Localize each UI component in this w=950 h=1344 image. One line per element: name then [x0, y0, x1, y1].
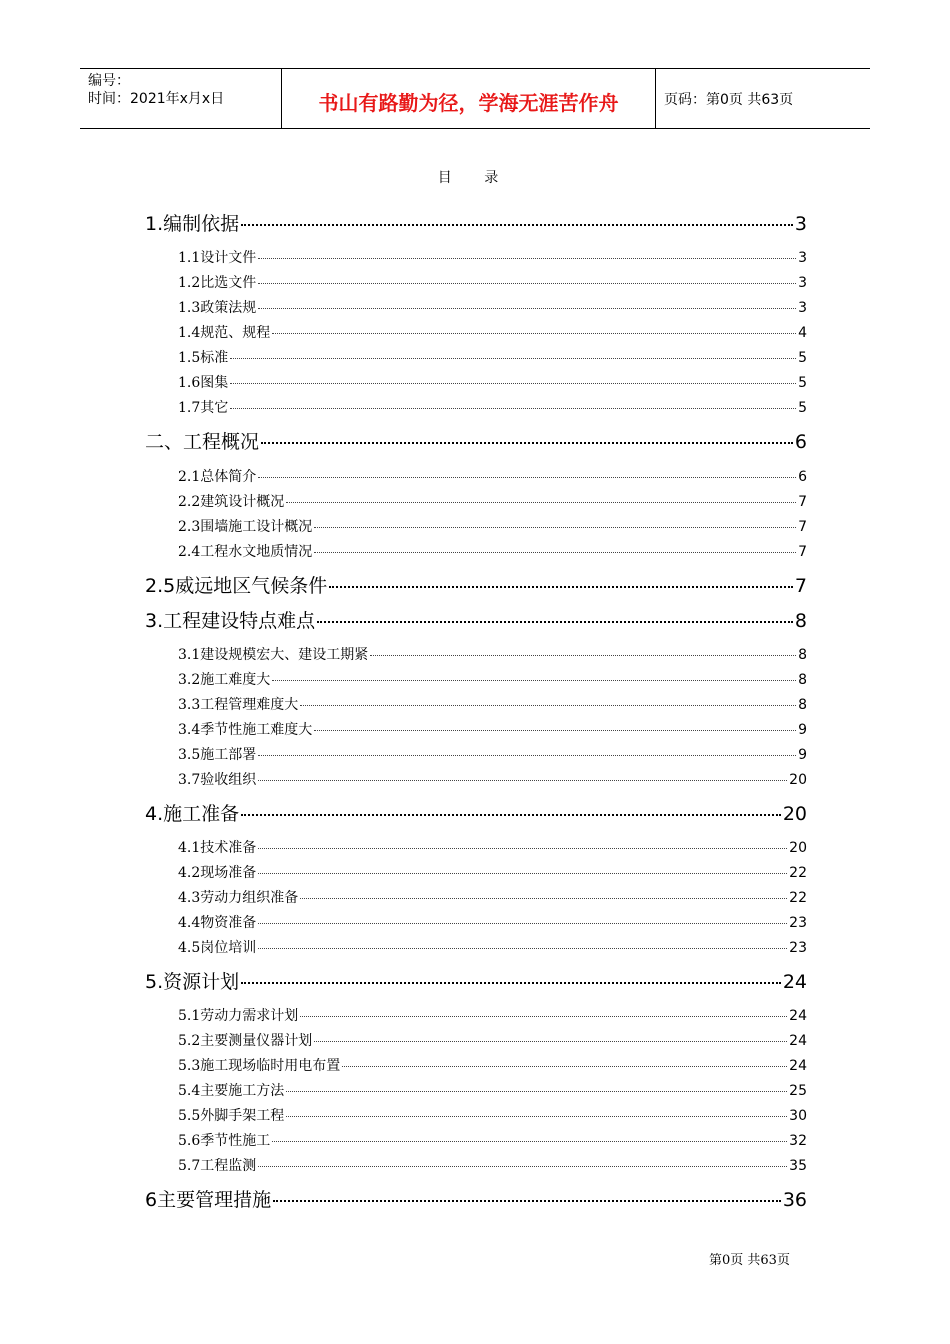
- toc-page-number: 7: [798, 544, 807, 560]
- toc-page-number: 25: [789, 1083, 807, 1099]
- toc-chapter-row[interactable]: [145, 967, 807, 993]
- toc-entry-text: 1.2比选文件: [178, 275, 257, 291]
- toc-section-row[interactable]: [178, 272, 807, 292]
- toc-section-row[interactable]: [178, 644, 807, 664]
- toc-chapter-row[interactable]: [145, 209, 807, 235]
- toc-page-number: 20: [789, 840, 807, 856]
- toc-dot-leader: [258, 307, 796, 309]
- toc-entry-text: 2.2建筑设计概况: [178, 494, 285, 510]
- toc-entry-text: 3.5施工部署: [178, 747, 257, 763]
- page-footer: 第0页 共63页: [709, 1253, 790, 1268]
- toc-section-row[interactable]: [178, 719, 807, 739]
- toc-section-row[interactable]: [178, 466, 807, 486]
- header-motto: 书山有路勤为径，学海无涯苦作舟: [282, 69, 656, 128]
- toc-page-number: 8: [798, 697, 807, 713]
- toc-section-row[interactable]: [178, 694, 807, 714]
- toc-page-number: 7: [798, 494, 807, 510]
- toc-dot-leader: [342, 1065, 787, 1067]
- toc-dot-leader: [258, 779, 787, 781]
- toc-section-row[interactable]: [178, 887, 807, 907]
- toc-dot-leader: [272, 332, 796, 334]
- toc-section-row[interactable]: [178, 744, 807, 764]
- toc-page-number: 6: [798, 469, 807, 485]
- toc-page-number: 24: [789, 1058, 807, 1074]
- toc-chapter-row[interactable]: [145, 1185, 807, 1211]
- toc-section-row[interactable]: [178, 912, 807, 932]
- toc-entry-text: 4.1技术准备: [178, 840, 257, 856]
- toc-chapter-row[interactable]: [145, 427, 807, 453]
- toc-section-row[interactable]: [178, 937, 807, 957]
- toc-dot-leader: [300, 897, 787, 899]
- toc-entry-text: 3.7验收组织: [178, 772, 257, 788]
- toc-section-row[interactable]: [178, 491, 807, 511]
- toc-section-row[interactable]: [178, 1080, 807, 1100]
- toc-page-number: 4: [798, 325, 807, 341]
- toc-entry-text: 3.4季节性施工难度大: [178, 722, 313, 738]
- toc-dot-leader: [230, 357, 796, 359]
- toc-entry-text: 3.工程建设特点难点: [145, 610, 316, 632]
- toc-dot-leader: [273, 1199, 781, 1202]
- toc-section-row[interactable]: [178, 669, 807, 689]
- toc-page-number: 8: [794, 610, 807, 632]
- toc-page-number: 3: [798, 250, 807, 266]
- toc-dot-leader: [258, 282, 796, 284]
- toc-section-row[interactable]: [178, 516, 807, 536]
- toc-dot-leader: [314, 729, 796, 731]
- toc-section-row[interactable]: [178, 1155, 807, 1175]
- toc-section-row[interactable]: [178, 347, 807, 367]
- toc-section-row[interactable]: [178, 1055, 807, 1075]
- toc-entry-text: 2.3围墙施工设计概况: [178, 519, 313, 535]
- toc-entry-text: 4.3劳动力组织准备: [178, 890, 299, 906]
- toc-dot-leader: [286, 1090, 787, 1092]
- toc-page-number: 5: [798, 375, 807, 391]
- toc-dot-leader: [300, 1015, 787, 1017]
- toc-page-number: 20: [789, 772, 807, 788]
- toc-dot-leader: [258, 257, 796, 259]
- toc-page-number: 22: [789, 865, 807, 881]
- toc-dot-leader: [272, 1140, 787, 1142]
- toc-page-number: 9: [798, 747, 807, 763]
- toc-page-number: 7: [798, 519, 807, 535]
- toc-page-number: 5: [798, 400, 807, 416]
- toc-dot-leader: [272, 679, 796, 681]
- toc-dot-leader: [317, 620, 793, 623]
- toc-dot-leader: [258, 847, 787, 849]
- toc-section-row[interactable]: [178, 1130, 807, 1150]
- toc-entry-text: 1.6图集: [178, 375, 229, 391]
- toc-entry-text: 5.1劳动力需求计划: [178, 1008, 299, 1024]
- toc-dot-leader: [241, 981, 781, 984]
- toc-section-row[interactable]: [178, 862, 807, 882]
- toc-page-number: 7: [794, 575, 807, 597]
- toc-entry-text: 2.1总体简介: [178, 469, 257, 485]
- toc-dot-leader: [258, 947, 787, 949]
- toc-entry-text: 5.4主要施工方法: [178, 1083, 285, 1099]
- toc-entry-text: 二、工程概况: [145, 431, 260, 453]
- toc-page-number: 24: [789, 1008, 807, 1024]
- toc-page-number: 24: [789, 1033, 807, 1049]
- toc-dot-leader: [258, 754, 796, 756]
- toc-title: 目 录: [437, 170, 513, 186]
- toc-dot-leader: [370, 654, 796, 656]
- toc-dot-leader: [258, 872, 787, 874]
- toc-page-number: 8: [798, 647, 807, 663]
- toc-entry-text: 5.6季节性施工: [178, 1133, 271, 1149]
- toc-page-number: 30: [789, 1108, 807, 1124]
- toc-entry-text: 2.4工程水文地质情况: [178, 544, 313, 560]
- toc-page-number: 23: [789, 915, 807, 931]
- toc-dot-leader: [314, 551, 796, 553]
- toc-dot-leader: [286, 1115, 787, 1117]
- toc-dot-leader: [314, 526, 796, 528]
- toc-entry-text: 4.4物资准备: [178, 915, 257, 931]
- toc-entry-text: 1.1设计文件: [178, 250, 257, 266]
- toc-entry-text: 5.3施工现场临时用电布置: [178, 1058, 341, 1074]
- toc-page-number: 6: [794, 431, 807, 453]
- toc-section-row[interactable]: [178, 247, 807, 267]
- toc-page-number: 8: [798, 672, 807, 688]
- toc-section-row[interactable]: [178, 372, 807, 392]
- toc-chapter-row[interactable]: [145, 571, 807, 597]
- toc-page-number: 3: [798, 275, 807, 291]
- toc-entry-text: 6主要管理措施: [145, 1189, 272, 1211]
- toc-page-number: 20: [782, 803, 807, 825]
- toc-entry-text: 1.5标准: [178, 350, 229, 366]
- toc-entry-text: 3.2施工难度大: [178, 672, 271, 688]
- toc-entry-text: 3.3工程管理难度大: [178, 697, 299, 713]
- toc-page-number: 22: [789, 890, 807, 906]
- toc-dot-leader: [286, 501, 796, 503]
- toc-section-row[interactable]: [178, 297, 807, 317]
- toc-entry-text: 5.2主要测量仪器计划: [178, 1033, 313, 1049]
- toc-chapter-row[interactable]: [145, 606, 807, 632]
- toc-section-row[interactable]: [178, 322, 807, 342]
- toc-section-row[interactable]: [178, 1105, 807, 1125]
- toc-entry-text: 5.7工程监测: [178, 1158, 257, 1174]
- toc-page-number: 9: [798, 722, 807, 738]
- toc-section-row[interactable]: [178, 769, 807, 789]
- toc-page-number: 23: [789, 940, 807, 956]
- toc-entry-text: 1.编制依据: [145, 213, 240, 235]
- toc-entry-text: 5.资源计划: [145, 971, 240, 993]
- toc-dot-leader: [314, 1040, 787, 1042]
- toc-dot-leader: [300, 704, 796, 706]
- toc-chapter-row[interactable]: [145, 799, 807, 825]
- code-label: 编号：: [88, 73, 130, 89]
- toc-page-number: 32: [789, 1133, 807, 1149]
- time-label: 时间：2021年x月x日: [88, 91, 225, 107]
- toc-dot-leader: [329, 585, 793, 588]
- toc-page-number: 36: [782, 1189, 807, 1211]
- toc-page-number: 3: [794, 213, 807, 235]
- toc-dot-leader: [258, 476, 796, 478]
- toc-dot-leader: [241, 223, 793, 226]
- document-header: [80, 68, 870, 129]
- toc-page-number: 24: [782, 971, 807, 993]
- toc-dot-leader: [230, 407, 796, 409]
- toc-dot-leader: [261, 441, 793, 444]
- toc-dot-leader: [230, 382, 796, 384]
- toc-entry-text: 4.2现场准备: [178, 865, 257, 881]
- toc-entry-text: 5.5外脚手架工程: [178, 1108, 285, 1124]
- toc-page-number: 3: [798, 300, 807, 316]
- header-page-label: 页码：第0页 共63页: [664, 92, 794, 108]
- toc-entry-text: 1.3政策法规: [178, 300, 257, 316]
- toc-section-row[interactable]: [178, 397, 807, 417]
- toc-section-row[interactable]: [178, 541, 807, 561]
- toc-page-number: 35: [789, 1158, 807, 1174]
- toc-page-number: 5: [798, 350, 807, 366]
- toc-entry-text: 2.5威远地区气候条件: [145, 575, 328, 597]
- toc-section-row[interactable]: [178, 1030, 807, 1050]
- toc-entry-text: 1.4规范、规程: [178, 325, 271, 341]
- toc-dot-leader: [258, 922, 787, 924]
- toc-section-row[interactable]: [178, 1005, 807, 1025]
- toc-entry-text: 4.施工准备: [145, 803, 240, 825]
- toc-dot-leader: [258, 1165, 787, 1167]
- toc-entry-text: 3.1建设规模宏大、建设工期紧: [178, 647, 369, 663]
- toc-dot-leader: [241, 813, 781, 816]
- toc-entry-text: 1.7其它: [178, 400, 229, 416]
- header-meta: [80, 69, 282, 128]
- toc-entry-text: 4.5岗位培训: [178, 940, 257, 956]
- toc-section-row[interactable]: [178, 837, 807, 857]
